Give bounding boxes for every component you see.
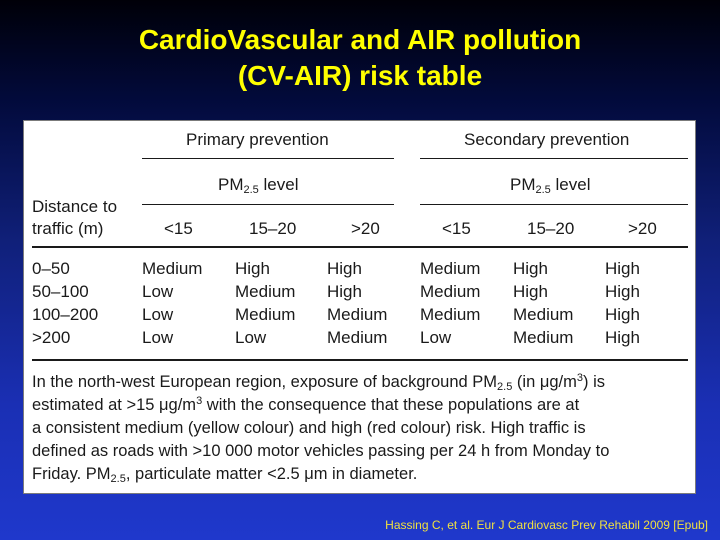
cell-secondary: High: [513, 259, 548, 278]
cell-secondary: Low: [420, 328, 452, 347]
cell-secondary: Medium: [513, 328, 574, 347]
cell-secondary: High: [605, 259, 640, 278]
table-footnote: [32, 371, 688, 486]
cell-primary: Medium: [327, 328, 388, 347]
primary-prevention-header: Primary prevention: [186, 130, 329, 149]
secondary-pm-level-label: $PM_{2.5}$ level: [510, 175, 591, 196]
cell-secondary: High: [605, 328, 640, 347]
secondary-bin-mid: 15–20: [527, 219, 575, 238]
cell-primary: Low: [235, 328, 267, 347]
footnote-line-5: Friday. $PM_{2.5}$, particulate matter <2.5 μm in diameter.: [32, 465, 418, 485]
secondary-header-rule: [420, 158, 688, 159]
row-distance: 0–50: [32, 259, 70, 278]
risk-table-panel: [23, 120, 696, 494]
row-distance: 100–200: [32, 305, 99, 324]
primary-bin-low: <15: [164, 219, 193, 238]
cell-secondary: High: [605, 282, 640, 301]
cell-primary: High: [235, 259, 270, 278]
row-distance: 50–100: [32, 282, 89, 301]
secondary-prevention-header: Secondary prevention: [464, 130, 630, 149]
distance-label-line-1: Distance to: [32, 197, 118, 216]
primary-pm-rule: [142, 204, 394, 205]
cell-primary: Low: [142, 305, 174, 324]
header-bottom-rule: [32, 246, 688, 248]
cell-primary: Low: [142, 328, 174, 347]
cell-primary: Low: [142, 282, 174, 301]
primary-bin-high: >20: [351, 219, 380, 238]
primary-bin-mid: 15–20: [249, 219, 297, 238]
cell-secondary: High: [605, 305, 640, 324]
cell-primary: Medium: [327, 305, 388, 324]
secondary-bin-high: >20: [628, 219, 657, 238]
primary-pm-level-label: $PM_{2.5}$ level: [218, 175, 299, 196]
cell-primary: Medium: [235, 305, 296, 324]
distance-label-line-2: traffic (m): [32, 219, 104, 238]
cell-primary: High: [327, 259, 362, 278]
cell-primary: Medium: [235, 282, 296, 301]
primary-header-rule: [142, 158, 394, 159]
cell-primary: Medium: [142, 259, 203, 278]
risk-table: [24, 121, 695, 493]
cell-secondary: Medium: [420, 305, 481, 324]
cell-secondary: High: [513, 282, 548, 301]
cell-secondary: Medium: [420, 282, 481, 301]
footnote-line-1: In the north-west European region, exposure of background $PM_{2.5}$ (in $\mu g/m^3$) is: [32, 372, 605, 393]
body-bottom-rule: [32, 359, 688, 361]
secondary-bin-low: <15: [442, 219, 471, 238]
row-distance: >200: [32, 328, 71, 347]
secondary-pm-rule: [420, 204, 688, 205]
slide-title: [0, 22, 720, 94]
title-line-1: CardioVascular and AIR pollution: [138, 24, 582, 55]
footnote-line-2: estimated at >15 $\mu g/m^3$ with the consequence that these populations are at: [32, 395, 580, 414]
cell-secondary: Medium: [513, 305, 574, 324]
citation: Hassing C, et al. Eur J Cardiovasc Prev Rehabil 2009 [Epub]: [385, 518, 708, 532]
footnote-line-3: a consistent medium (yellow colour) and high (red colour) risk. High traffic is: [32, 419, 586, 437]
footnote-line-4: defined as roads with >10 000 motor vehicles passing per 24 h from Monday to: [32, 442, 610, 460]
cell-primary: High: [327, 282, 362, 301]
cell-secondary: Medium: [420, 259, 481, 278]
title-line-2: (CV-AIR) risk table: [237, 60, 483, 91]
